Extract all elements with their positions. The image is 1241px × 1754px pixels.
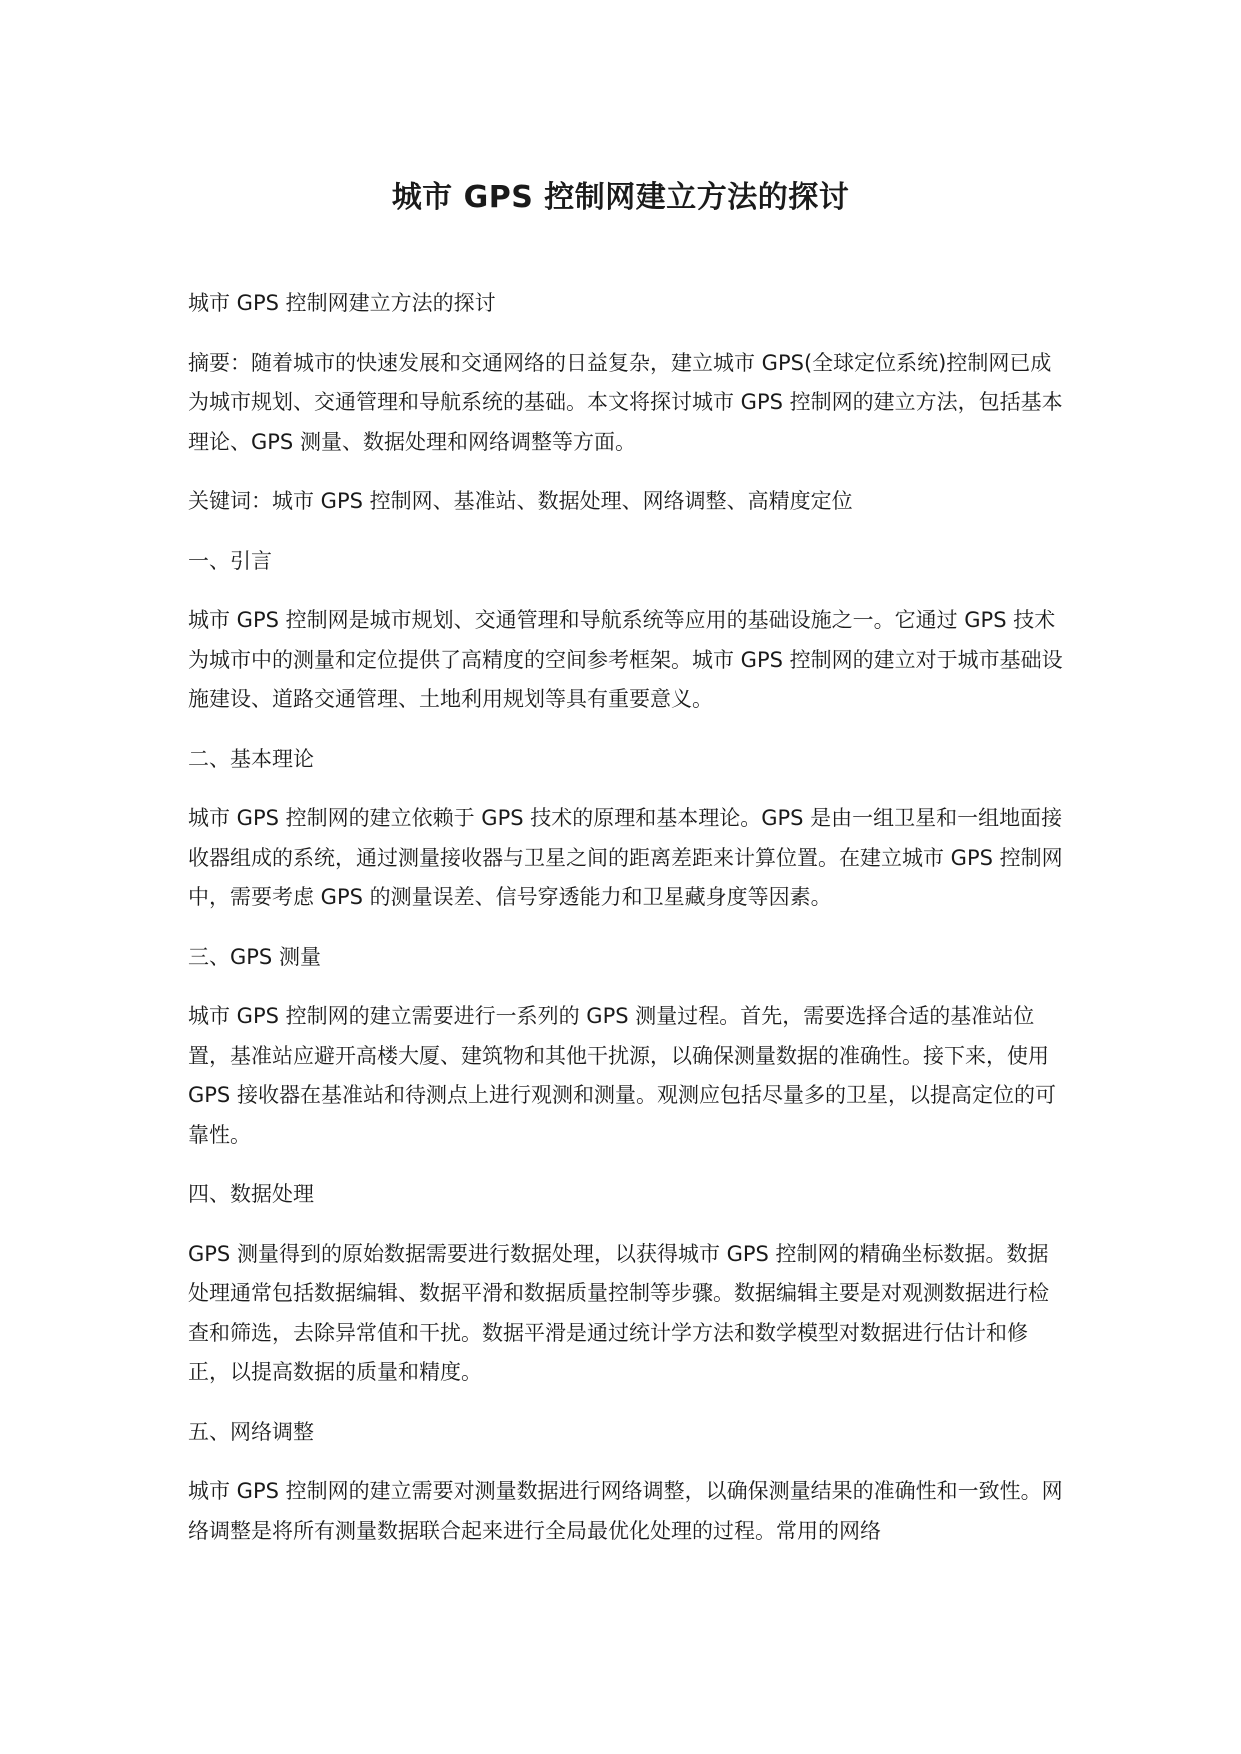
document-title: 城市 GPS 控制网建立方法的探讨 (391, 180, 850, 215)
network-adjustment-paragraph: 城市 GPS 控制网的建立需要对测量数据进行网络调整，以确保测量结果的准确性和一致性。网络调整是将所有测量数据联合起来进行全局最优化处理的过程。常用的网络 (188, 1479, 1063, 1543)
section-heading-gps-measurement: 三、GPS 测量 (188, 944, 321, 969)
section-heading-network-adjustment: 五、网络调整 (188, 1419, 314, 1444)
section-heading-basic-theory: 二、基本理论 (188, 746, 314, 771)
section-heading-introduction: 一、引言 (188, 548, 272, 573)
introduction-paragraph: 城市 GPS 控制网是城市规划、交通管理和导航系统等应用的基础设施之一。它通过 GPS 技术为城市中的测量和定位提供了高精度的空间参考框架。城市 GPS 控制网的建立对于城市基础设施建设、道路交通管理、土地利用规划等具有重要意义。 (188, 608, 1063, 711)
basic-theory-paragraph: 城市 GPS 控制网的建立依赖于 GPS 技术的原理和基本理论。GPS 是由一组卫星和一组地面接收器组成的系统，通过测量接收器与卫星之间的距离差距来计算位置。在建立城市 GPS 控制网中，需要考虑 GPS 的测量误差、信号穿透能力和卫星藏身度等因素。 (188, 806, 1063, 909)
subtitle-paragraph: 城市 GPS 控制网建立方法的探讨 (188, 291, 496, 315)
data-processing-paragraph: GPS 测量得到的原始数据需要进行数据处理，以获得城市 GPS 控制网的精确坐标数据。数据处理通常包括数据编辑、数据平滑和数据质量控制等步骤。数据编辑主要是对观测数据进行检查和筛选，去除异常值和干扰。数据平滑是通过统计学方法和数学模型对数据进行估计和修正，以提高数据的质量和精度。 (188, 1241, 1049, 1384)
section-heading-data-processing: 四、数据处理 (188, 1182, 314, 1206)
gps-measurement-paragraph: 城市 GPS 控制网的建立需要进行一系列的 GPS 测量过程。首先，需要选择合适的基准站位置，基准站应避开高楼大厦、建筑物和其他干扰源，以确保测量数据的准确性。接下来，使用 GPS 接收器在基准站和待测点上进行观测和测量。观测应包括尽量多的卫星，以提高定位的可靠性。 (188, 1004, 1056, 1147)
abstract-paragraph: 摘要：随着城市的快速发展和交通网络的日益复杂，建立城市 GPS(全球定位系统)控制网已成为城市规划、交通管理和导航系统的基础。本文将探讨城市 GPS 控制网的建立方法，包括基本理论、GPS 测量、数据处理和网络调整等方面。 (188, 350, 1063, 454)
keywords-paragraph: 关键词：城市 GPS 控制网、基准站、数据处理、网络调整、高精度定位 (188, 489, 853, 513)
document-body (188, 284, 1068, 1571)
